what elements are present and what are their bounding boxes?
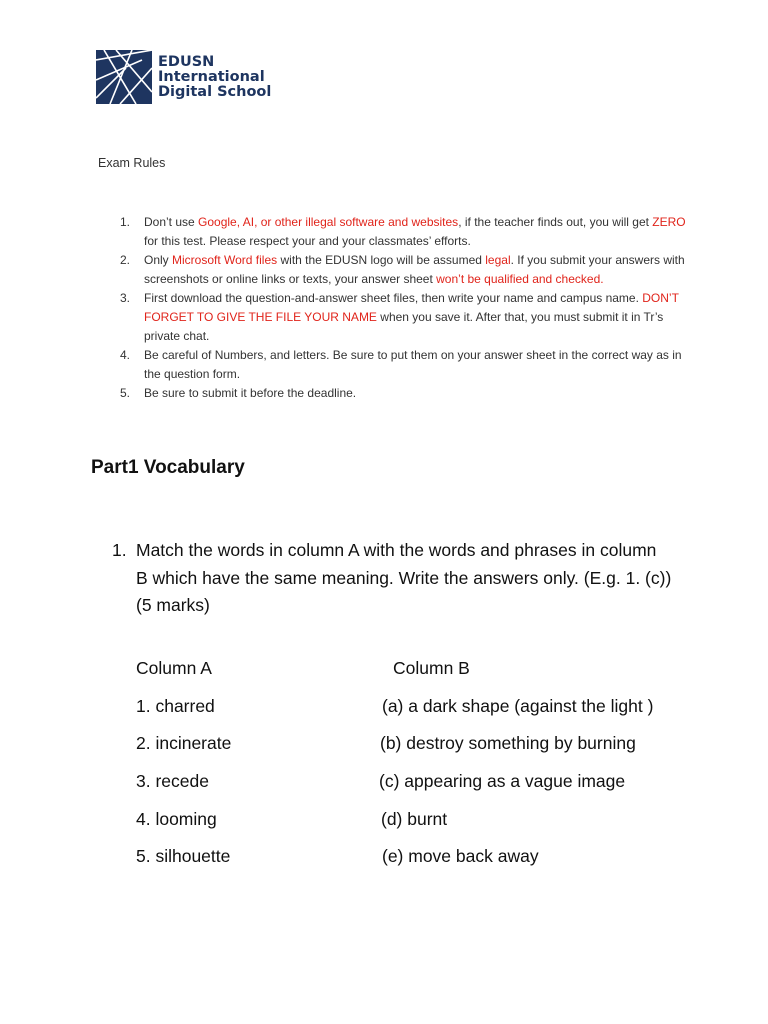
rule-number: 1. — [120, 215, 131, 229]
logo-line-3: Digital School — [158, 83, 272, 100]
logo-line-1: EDUSN — [158, 53, 215, 70]
rule-segment: Be sure to submit it before the deadline. — [144, 386, 357, 400]
question-number: 1. — [112, 540, 127, 560]
column-a-header: Column A — [136, 658, 212, 678]
question-1 — [112, 537, 672, 620]
column-a-item: 4. looming — [136, 809, 217, 829]
logo-text — [158, 55, 271, 100]
exam-rules-list — [120, 213, 692, 403]
rule-highlight-text: Microsoft Word files — [172, 253, 278, 267]
column-a-item: 2. incinerate — [136, 733, 232, 753]
column-b-header: Column B — [393, 658, 470, 678]
column-b-item: (b) destroy something by burning — [380, 733, 636, 753]
rule-segment: . If you submit your answers with screenshots or online links or texts, your answer sheet — [144, 253, 685, 286]
column-b-item: (a) a dark shape (against the light ) — [382, 696, 654, 716]
rule-item — [120, 346, 692, 384]
rule-text — [144, 384, 692, 403]
column-a-item: 5. silhouette — [136, 846, 231, 866]
part-title: Part1 Vocabulary — [91, 457, 245, 478]
logo-line-2: International — [158, 68, 265, 85]
rule-segment: for this test. Please respect your and your classmates’ efforts. — [144, 234, 471, 248]
column-b-item: (d) burnt — [381, 809, 448, 829]
rule-item — [120, 289, 692, 346]
column-a-item: 1. charred — [136, 696, 215, 716]
rule-segment: Only — [144, 253, 173, 267]
rule-highlight-text: ZERO — [652, 215, 686, 229]
rule-segment: Be careful of Numbers, and letters. Be sure to put them on your answer sheet in the correct way as in the question form. — [144, 348, 682, 381]
rule-number: 4. — [120, 348, 131, 362]
exam-rules-title: Exam Rules — [98, 156, 166, 170]
rule-text — [144, 346, 692, 384]
rule-highlight-text: legal — [485, 253, 511, 267]
rule-segment: Don’t use — [144, 215, 199, 229]
rule-item — [120, 251, 692, 289]
school-logo — [96, 50, 271, 104]
column-b-item: (e) move back away — [382, 846, 539, 866]
rule-segment: when you save it. After that, you must submit it in Tr’s private chat. — [144, 310, 664, 343]
rule-text — [144, 289, 692, 346]
column-b-item: (c) appearing as a vague image — [379, 771, 626, 791]
rule-highlight-text: DON’T FORGET TO GIVE THE FILE YOUR NAME — [144, 291, 679, 324]
rule-highlight-text: Google, AI, or other illegal software and websites — [198, 215, 459, 229]
rule-segment: with the EDUSN logo will be assumed — [277, 253, 486, 267]
rule-segment: , if the teacher finds out, you will get — [458, 215, 653, 229]
question-text: Match the words in column A with the words and phrases in column B which have the same meaning. Write the answers only. (E.g. 1. (c)) (5 marks) — [136, 540, 672, 615]
rule-text — [144, 213, 692, 251]
rule-number: 5. — [120, 386, 131, 400]
rule-number: 2. — [120, 253, 131, 267]
rule-highlight-text: won’t be qualified and checked. — [436, 272, 604, 286]
rule-segment: First download the question-and-answer sheet files, then write your name and campus name. — [144, 291, 643, 305]
column-a-item: 3. recede — [136, 771, 209, 791]
edusn-logo-icon — [96, 50, 152, 104]
rule-item — [120, 384, 692, 403]
rule-number: 3. — [120, 291, 131, 305]
rule-text — [144, 251, 692, 289]
rule-item — [120, 213, 692, 251]
